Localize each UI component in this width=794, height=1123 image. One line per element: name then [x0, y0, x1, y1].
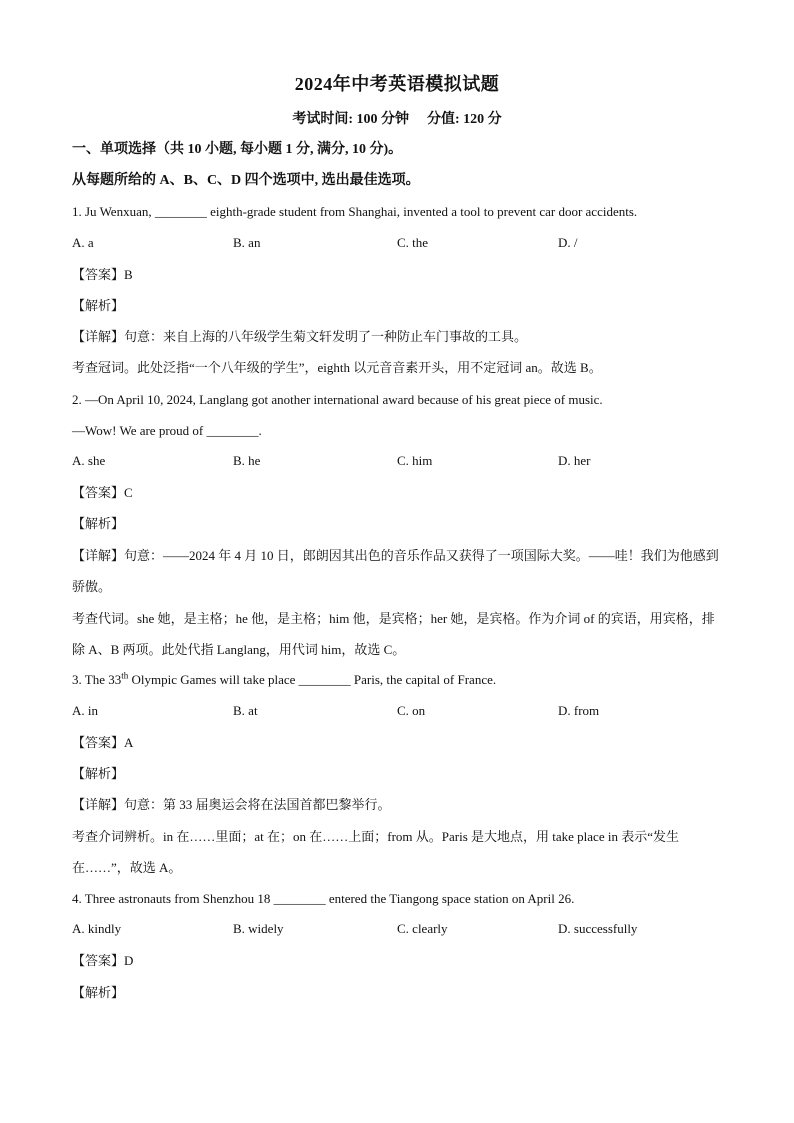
q3-option-b: B. at [233, 703, 258, 718]
q4-option-d: D. successfully [558, 921, 638, 936]
q3-stem-superscript: th [121, 670, 129, 681]
exam-title: 2024年中考英语模拟试题 [294, 74, 500, 94]
q1-detail [72, 328, 732, 346]
q3-answer-value: A [124, 735, 134, 750]
q2-option-a: A. she [72, 453, 106, 468]
q3-stem-start: 3. The 33 [72, 672, 122, 687]
q4-option-a: A. kindly [72, 921, 122, 936]
q4-option-b: B. widely [233, 921, 284, 936]
q2-detail [72, 540, 720, 602]
detail-label: 【详解】 [72, 797, 125, 812]
q2-analysis-label: 【解析】 [72, 516, 125, 531]
q4-analysis-label: 【解析】 [72, 985, 125, 1000]
q3-option-a: A. in [72, 703, 98, 718]
q1-option-b: B. an [233, 235, 261, 250]
q2-option-b: B. he [233, 453, 261, 468]
q1-answer [72, 266, 732, 284]
q3-detail-text: 句意：第 33 届奥运会将在法国首都巴黎举行。 [124, 797, 391, 812]
section-heading: 一、单项选择（共 10 小题, 每小题 1 分, 满分, 10 分)。 [72, 142, 403, 157]
q1-explanation: 考查冠词。此处泛指“一个八年级的学生”，eighth 以元音音素开头，用不定冠词 an。故选 B。 [72, 360, 602, 375]
answer-label: 【答案】 [72, 735, 125, 750]
q1-option-d: D. / [558, 235, 578, 250]
q1-answer-value: B [124, 267, 133, 282]
answer-label: 【答案】 [72, 485, 125, 500]
q3-explanation: 考查介词辨析。in 在……里面；at 在；on 在……上面；from 从。Paris 是大地点，用 take place in 表示“发生在……”，故选 A。 [72, 829, 679, 875]
q3-answer [72, 734, 732, 752]
q2-detail-text: 句意：——2024 年 4 月 10 日，郎朗因其出色的音乐作品又获得了一项国际大奖。——哇！我们为他感到骄傲。 [72, 548, 719, 594]
detail-label: 【详解】 [72, 548, 125, 563]
q1-analysis-label: 【解析】 [72, 298, 125, 313]
exam-time: 考试时间: 100 分钟 [292, 112, 409, 127]
q3-option-c: C. on [397, 703, 426, 718]
q3-option-d: D. from [558, 703, 600, 718]
q2-answer-value: C [124, 485, 133, 500]
exam-score: 分值: 120 分 [427, 112, 502, 127]
q1-detail-text: 句意：来自上海的八年级学生菊文轩发明了一种防止车门事故的工具。 [124, 329, 528, 344]
q1-option-a: A. a [72, 235, 94, 250]
q3-detail [72, 796, 732, 814]
question-3-stem [72, 671, 732, 689]
question-2-stem: 2. —On April 10, 2024, Langlang got another international award because of his great piece of music. [72, 392, 603, 407]
question-2-stem-reply: —Wow! We are proud of ________. [72, 423, 262, 438]
answer-label: 【答案】 [72, 953, 125, 968]
answer-label: 【答案】 [72, 267, 125, 282]
q4-answer [72, 952, 732, 970]
q2-explanation: 考查代词。she 她，是主格；he 他，是主格；him 他，是宾格；her 她，是宾格。作为介词 of 的宾语，用宾格，排除 A、B 两项。此处代指 Langlang，用代词 him，故选 C。 [72, 611, 715, 657]
question-4-stem: 4. Three astronauts from Shenzhou 18 ________ entered the Tiangong space station on April 26. [72, 891, 575, 906]
q1-option-c: C. the [397, 235, 429, 250]
section-instruction: 从每题所给的 A、B、C、D 四个选项中, 选出最佳选项。 [72, 173, 420, 188]
q3-analysis-label: 【解析】 [72, 766, 125, 781]
q2-option-c: C. him [397, 453, 433, 468]
exam-meta [0, 108, 794, 128]
q4-option-c: C. clearly [397, 921, 448, 936]
q2-answer [72, 484, 732, 502]
detail-label: 【详解】 [72, 329, 125, 344]
q4-answer-value: D [124, 953, 134, 968]
q3-stem-end: Olympic Games will take place ________ Paris, the capital of France. [128, 672, 497, 687]
q2-option-d: D. her [558, 453, 591, 468]
question-1-stem: 1. Ju Wenxuan, ________ eighth-grade student from Shanghai, invented a tool to prevent car door accidents. [72, 204, 638, 219]
